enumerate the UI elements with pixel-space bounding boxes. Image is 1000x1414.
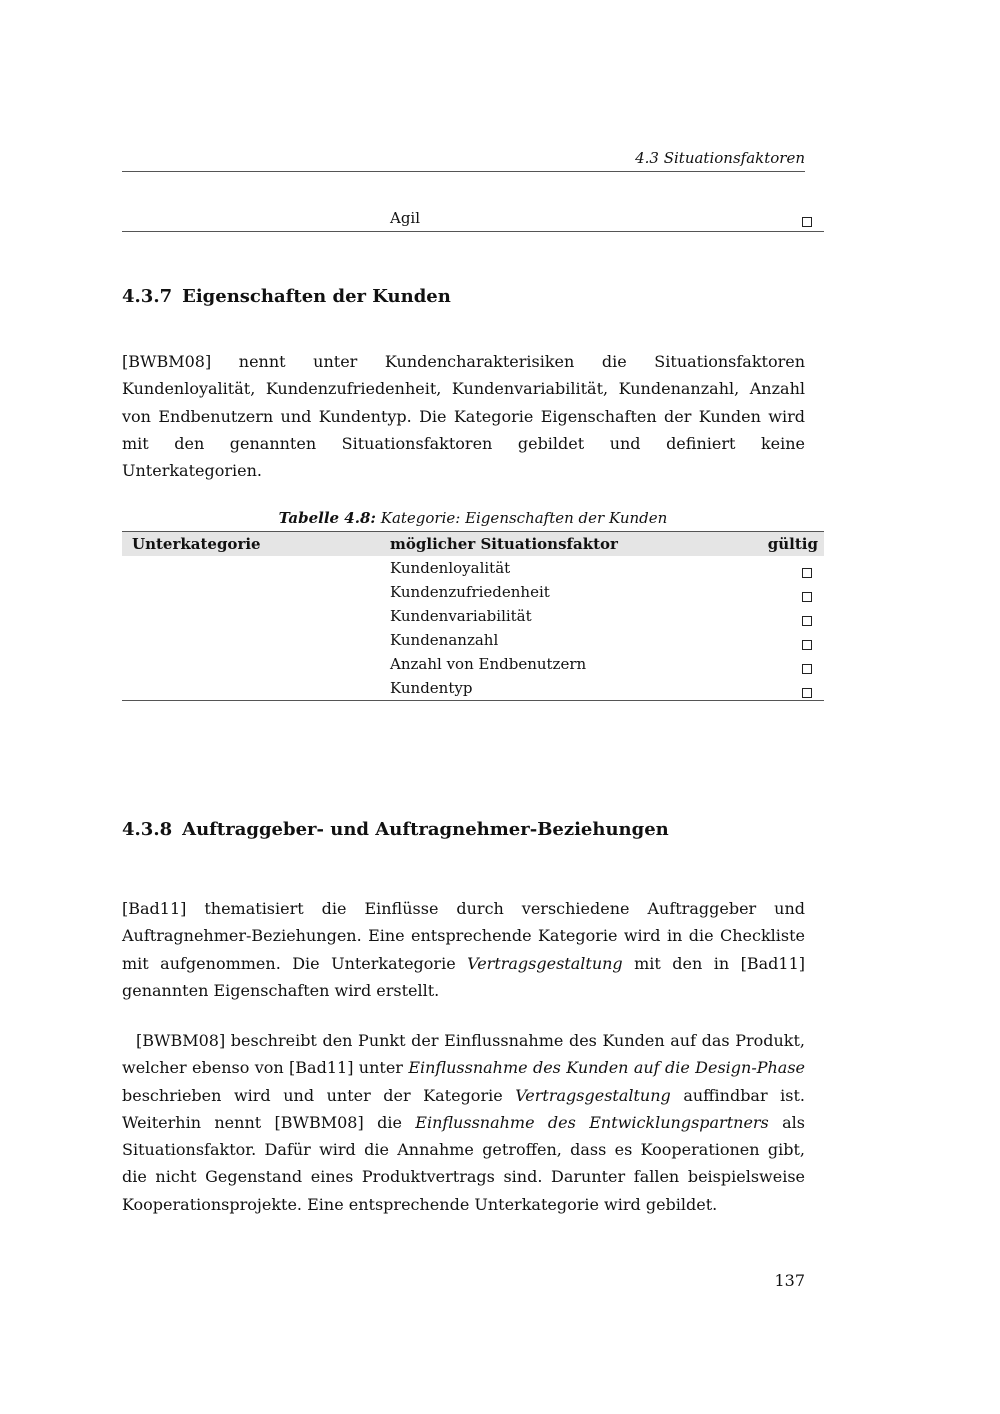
section-heading-4-3-7 xyxy=(122,286,451,307)
section-paragraph-1 xyxy=(122,895,805,1004)
checkbox-icon xyxy=(802,212,812,231)
page-number: 137 xyxy=(774,1271,805,1290)
prev-table-row-label: Agil xyxy=(390,209,421,227)
col-header-unterkategorie: Unterkategorie xyxy=(132,535,261,553)
table-row xyxy=(122,652,824,676)
section-paragraph: [BWBM08] nennt unter Kundencharakterisiken die Situationsfaktoren Kundenloyalität, Kundenzufriedenheit, Kundenvariabilität, Kundenanzahl, Anzahl von Endbenutzern und Kundentyp. Die Kategorie Eigenschaften der Kunden wird mit den genannten Situationsfaktoren gebildet und definiert keine Unterkategorien. xyxy=(122,352,805,481)
section-title: Auftraggeber- und Auftragnehmer-Beziehungen xyxy=(182,819,669,840)
emphasis: Vertragsgestaltung xyxy=(467,953,623,973)
checkbox-icon[interactable] xyxy=(802,684,812,702)
section-title: Eigenschaften der Kunden xyxy=(182,286,451,307)
table-row xyxy=(122,604,824,628)
table-bottom-rule xyxy=(122,700,824,701)
emphasis: Vertragsgestaltung xyxy=(515,1085,671,1105)
table-caption xyxy=(122,509,824,527)
text-run: [BWBM08] beschreibt den Punkt der Einflussnahme des Kunden auf das Produkt, welcher ebenso von [Bad11] unter xyxy=(122,1031,805,1078)
text-run: auffindbar ist. Weiterhin nennt [BWBM08] die xyxy=(122,1085,805,1132)
situation-table xyxy=(122,531,824,701)
row-label: Kundenloyalität xyxy=(390,559,511,577)
row-label: Kundenzufriedenheit xyxy=(390,583,550,601)
col-header-situationsfaktor: möglicher Situationsfaktor xyxy=(390,535,618,553)
caption-label: Tabelle 4.8: xyxy=(278,509,376,527)
table-row xyxy=(122,628,824,652)
text-run: beschrieben wird und unter der Kategorie xyxy=(122,1085,516,1105)
text-run: mit den in [Bad11] genannten Eigenschaften wird erstellt. xyxy=(122,953,805,1000)
section-number: 4.3.8 xyxy=(122,819,173,840)
section-paragraph-2 xyxy=(122,1027,805,1218)
text-run: [Bad11] thematisiert die Einflüsse durch verschiedene Auftraggeber und Auftragnehmer-Beziehungen. Eine entsprechende Kategorie wird in die Checkliste mit aufgenommen. Die Unterkategorie xyxy=(122,899,805,973)
row-label: Kundentyp xyxy=(390,679,473,697)
emphasis: Einflussnahme des Entwicklungspartners xyxy=(415,1112,769,1132)
row-label: Anzahl von Endbenutzern xyxy=(390,655,587,673)
table-header-row xyxy=(122,532,824,556)
text-run: als Situationsfaktor. Dafür wird die Annahme getroffen, dass es Kooperationen gibt, die nicht Gegenstand eines Produktvertrags sind. Darunter fallen beispielsweise Kooperationsprojekte. Eine entsprechende Unterkategorie wird gebildet. xyxy=(122,1112,806,1214)
row-label: Kundenvariabilität xyxy=(390,607,532,625)
table-row xyxy=(122,676,824,700)
running-header: 4.3 Situationsfaktoren xyxy=(635,149,805,167)
section-number: 4.3.7 xyxy=(122,286,173,307)
table-row xyxy=(122,580,824,604)
table-row xyxy=(122,556,824,580)
caption-text: Kategorie: Eigenschaften der Kunden xyxy=(380,509,668,527)
header-rule xyxy=(122,171,805,172)
row-label: Kundenanzahl xyxy=(390,631,499,649)
col-header-gueltig: gültig xyxy=(767,535,818,553)
emphasis: Einflussnahme des Kunden auf die Design-Phase xyxy=(408,1058,806,1078)
prev-table-bottom-rule xyxy=(122,231,824,232)
section-heading-4-3-8 xyxy=(122,819,669,840)
